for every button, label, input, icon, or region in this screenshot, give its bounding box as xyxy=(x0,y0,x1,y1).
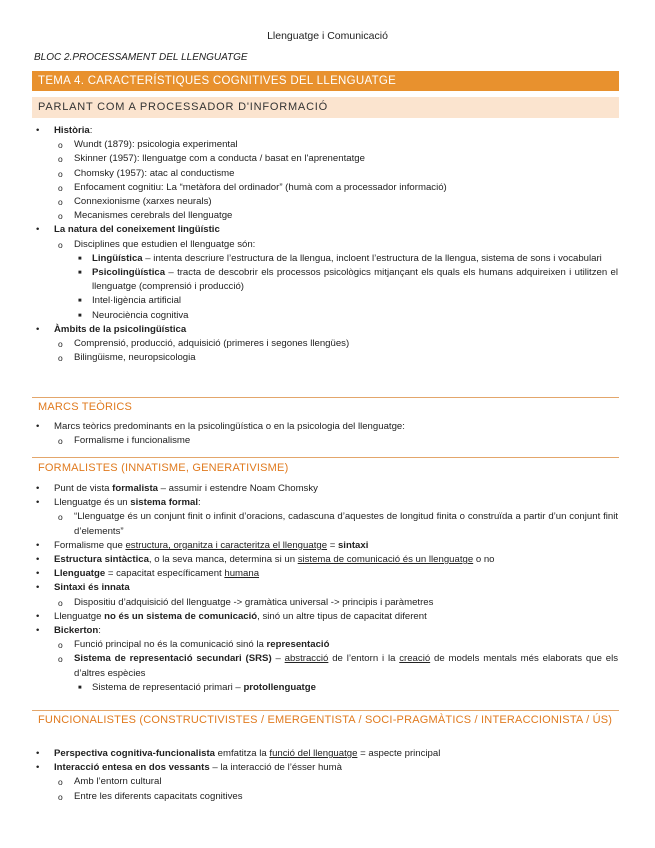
list-item: • Perspectiva cognitiva-funcionalista emfatitza la funció del llenguatge = aspecte principal xyxy=(34,747,618,761)
list-item: • Marcs teòrics predominants en la psicolingüística o en la psicologia del llenguatge: o Formalisme i funcionalisme xyxy=(34,420,618,448)
list-item: ■ Neurociència cognitiva xyxy=(74,309,618,323)
list-item: • Sintaxi és innata o Dispositiu d’adquisició del llenguatge -> gramàtica universal -> principis i paràmetres xyxy=(34,581,618,609)
section-heading-parlant: PARLANT COM A PROCESSADOR D'INFORMACIÓ xyxy=(32,97,619,118)
page-header: Llenguatge i Comunicació xyxy=(267,30,388,42)
list-item: o Entre les diferents capacitats cognitives xyxy=(54,790,618,804)
list-item-bickerton: • Bickerton: o Funció principal no és la comunicació sinó la representació o Sistema de representació secundari (SRS) – abstracció de l’entorn i la creació de models mentals més elaborats que els d’altres espècies ■ Sistema de representació primari – protollenguatge xyxy=(34,624,618,695)
list-item-linguistica: ■ Lingüística – intenta descriure l’estructura de la llengua, incloent l’estructura de la llengua, sistema de sons i vocabulari xyxy=(74,252,618,266)
section-parlant-content xyxy=(34,124,618,365)
list-item: o Formalisme i funcionalisme xyxy=(54,434,618,448)
list-item: o Skinner (1957): llenguatge com a conducta / basat en l'aprenentatge xyxy=(54,152,618,166)
list-item: o Enfocament cognitiu: La “metàfora del ordinador” (humà com a processador informació) xyxy=(54,181,618,195)
section-marcs-content xyxy=(34,420,618,448)
list-item-psicolinguistica: ■ Psicolingüística – tracta de descobrir els processos psicològics mitjançant els quals els humans adquireixen i utilitzen el llenguatge (comprensió i producció) xyxy=(74,266,618,294)
list-item: • Llenguatge no és un sistema de comunicació, sinó un altre tipus de capacitat diferent xyxy=(34,610,618,624)
list-item: ■ Sistema de representació primari – protollenguatge xyxy=(74,681,618,695)
list-item: • Interacció entesa en dos vessants – la interacció de l’ésser humà o Amb l’entorn cultural o Entre les diferents capacitats cognitives xyxy=(34,761,618,804)
section-divider xyxy=(32,457,619,458)
list-item: o Funció principal no és la comunicació sinó la representació xyxy=(54,638,618,652)
section-funcionalistes-content xyxy=(34,747,618,804)
list-item: o Chomsky (1957): atac al conductisme xyxy=(54,167,618,181)
list-item-disciplines: o Disciplines que estudien el llenguatge són: ■ Lingüística – intenta descriure l’estructura de la llengua, incloent l’estructura de la llengua, sistema de sons i vocabulari ■ Psicolingüística – tracta de descobrir els processos psicològics mitjançant els quals els humans adquireixen i utilitzen el llenguatge (comprensió i producció) ■ Intel·ligència artificial ■ Neurociència cognitiva xyxy=(54,238,618,323)
list-item: • Formalisme que estructura, organitza i caracteritza el llenguatge = sintaxi xyxy=(34,539,618,553)
tema-heading: TEMA 4. CARACTERÍSTIQUES COGNITIVES DEL LLENGUATGE xyxy=(32,71,619,91)
section-divider xyxy=(32,397,619,398)
section-heading-marcs: MARCS TEÒRICS xyxy=(38,401,133,413)
list-item-srs: o Sistema de representació secundari (SRS) – abstracció de l’entorn i la creació de models mentals més elaborats que els d’altres espècies ■ Sistema de representació primari – protollenguatge xyxy=(54,652,618,695)
list-item: o Comprensió, producció, adquisició (primeres i segones llengües) xyxy=(54,337,618,351)
list-item-historia: • Història: o Wundt (1879): psicologia experimental o Skinner (1957): llenguatge com a conducta / basat en l'aprenentatge o Chomsky (1957): atac al conductisme o Enfocament cognitiu: La “metàfora del ordinador” (humà com a processador informació) o Connexionisme (xarxes neurals) o Mecanismes cerebrals del llenguatge xyxy=(34,124,618,223)
section-divider xyxy=(32,710,619,711)
list-item: o Mecanismes cerebrals del llenguatge xyxy=(54,209,618,223)
list-item: • Estructura sintàctica, o la seva manca, determina si un sistema de comunicació és un llenguatge o no xyxy=(34,553,618,567)
bloc-title: BLOC 2.PROCESSAMENT DEL LLENGUATGE xyxy=(34,52,248,63)
list-item: • Llenguatge és un sistema formal: o “Llenguatge és un conjunt finit o infinit d’oracions, cadascuna d’aquestes de longitud finita o construïda a partir d’un conjunt finit d’elements” xyxy=(34,496,618,539)
list-item: • Punt de vista formalista – assumir i estendre Noam Chomsky xyxy=(34,482,618,496)
list-item: o Amb l’entorn cultural xyxy=(54,775,618,789)
list-item-quote: o “Llenguatge és un conjunt finit o infinit d’oracions, cadascuna d’aquestes de longitud finita o construïda a partir d’un conjunt finit d’elements” xyxy=(54,510,618,538)
list-item: o Wundt (1879): psicologia experimental xyxy=(54,138,618,152)
list-item-natura: • La natura del coneixement lingüístic o Disciplines que estudien el llenguatge són: ■ Lingüística – intenta descriure l’estructura de la llengua, incloent l’estructura de la llengua, sistema de sons i vocabulari ■ Psicolingüística – tracta de descobrir els processos psicològics mitjançant els quals els humans adquireixen i utilitzen el llenguatge (comprensió i producció) ■ Intel·ligència artificial ■ Neurociència cognitiva xyxy=(34,223,618,322)
list-item: o Dispositiu d’adquisició del llenguatge -> gramàtica universal -> principis i paràmetres xyxy=(54,596,618,610)
list-item: o Connexionisme (xarxes neurals) xyxy=(54,195,618,209)
list-item: o Bilingüisme, neuropsicologia xyxy=(54,351,618,365)
list-item: ■ Intel·ligència artificial xyxy=(74,294,618,308)
list-item-ambits: • Àmbits de la psicolingüística o Comprensió, producció, adquisició (primeres i segones llengües) o Bilingüisme, neuropsicologia xyxy=(34,323,618,366)
section-heading-funcionalistes: FUNCIONALISTES (CONSTRUCTIVISTES / EMERGENTISTA / SOCI-PRAGMÀTICS / INTERACCIONISTA / ÚS) xyxy=(38,714,613,726)
list-item: • Llenguatge = capacitat específicament humana xyxy=(34,567,618,581)
section-heading-formalistes: FORMALISTES (INNATISME, GENERATIVISME) xyxy=(38,462,289,474)
section-formalistes-content xyxy=(34,482,618,695)
